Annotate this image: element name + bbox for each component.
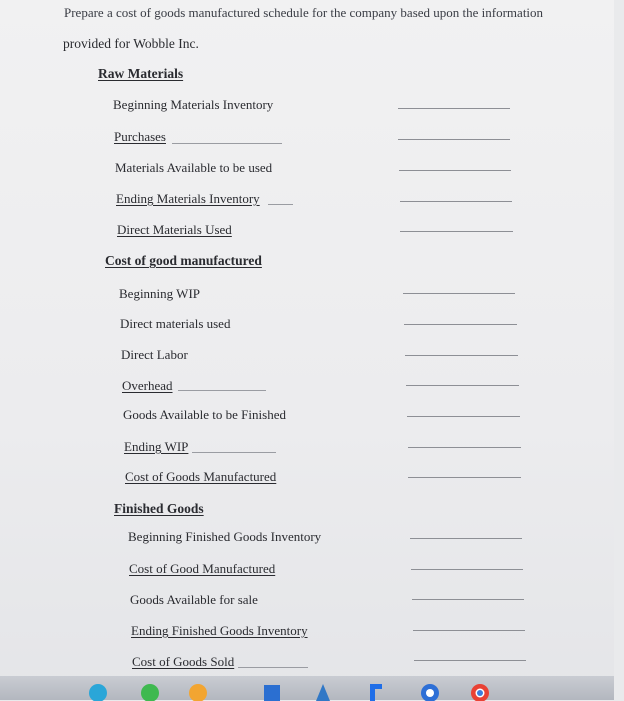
answer-line[interactable] [400,231,513,232]
answer-line[interactable] [412,599,524,600]
row-cost-of-goods-sold: Cost of Goods Sold [132,654,235,669]
section-heading-finished-goods: Finished Goods [114,501,204,516]
answer-line[interactable] [403,293,515,294]
row-ending-finished-goods-inventory: Ending Finished Goods Inventory [131,623,308,638]
label-underline [172,143,282,144]
answer-line[interactable] [413,630,525,631]
answer-line[interactable] [410,538,522,539]
answer-line[interactable] [408,447,521,448]
app-icon-4[interactable] [262,681,282,701]
row-materials-available: Materials Available to be used [115,160,273,175]
section-heading-raw-materials: Raw Materials [98,66,184,81]
row-ending-materials-inventory: Ending Materials Inventory [116,191,260,206]
row-ending-wip: Ending WIP [124,439,189,454]
row-overhead: Overhead [122,378,173,393]
row-direct-labor: Direct Labor [121,347,188,362]
app-icon-1[interactable] [88,681,108,701]
row-goods-available-for-sale: Goods Available for sale [130,592,258,607]
label-underline [192,452,276,453]
app-icon-5[interactable] [313,681,333,701]
label-underline [238,667,308,668]
row-direct-materials-used: Direct Materials Used [117,222,232,237]
label-underline [178,390,266,391]
row-beginning-wip: Beginning WIP [119,286,201,301]
answer-line[interactable] [400,201,512,202]
app-icon-6[interactable] [366,681,386,701]
row-direct-materials-used-2: Direct materials used [120,316,231,331]
answer-line[interactable] [414,660,526,661]
answer-line[interactable] [411,569,523,570]
cut-off-header-text: Prepare a cost of goods manufactured schedule for the company based upon the information [64,5,544,20]
chrome-icon[interactable] [470,681,490,701]
answer-line[interactable] [398,139,510,140]
app-icon-3[interactable] [188,681,208,701]
row-beginning-finished-goods-inventory: Beginning Finished Goods Inventory [128,529,322,544]
answer-line[interactable] [407,416,520,417]
row-purchases: Purchases [114,129,166,144]
label-underline [268,204,293,205]
row-beginning-materials-inventory: Beginning Materials Inventory [113,97,274,112]
dock-bar [0,676,614,700]
answer-line[interactable] [398,108,510,109]
answer-line[interactable] [408,477,521,478]
answer-line[interactable] [404,324,517,325]
answer-line[interactable] [406,385,519,386]
section-heading-cost-of-good-manufactured: Cost of good manufactured [105,253,262,268]
row-cost-of-good-manufactured: Cost of Good Manufactured [129,561,276,576]
app-icon-2[interactable] [140,681,160,701]
app-icon-7[interactable] [420,681,440,701]
row-goods-available-to-be-finished: Goods Available to be Finished [123,407,286,422]
answer-line[interactable] [399,170,511,171]
answer-line[interactable] [405,355,518,356]
intro-text: provided for Wobble Inc. [63,36,199,51]
row-cost-of-goods-manufactured: Cost of Goods Manufactured [125,469,277,484]
